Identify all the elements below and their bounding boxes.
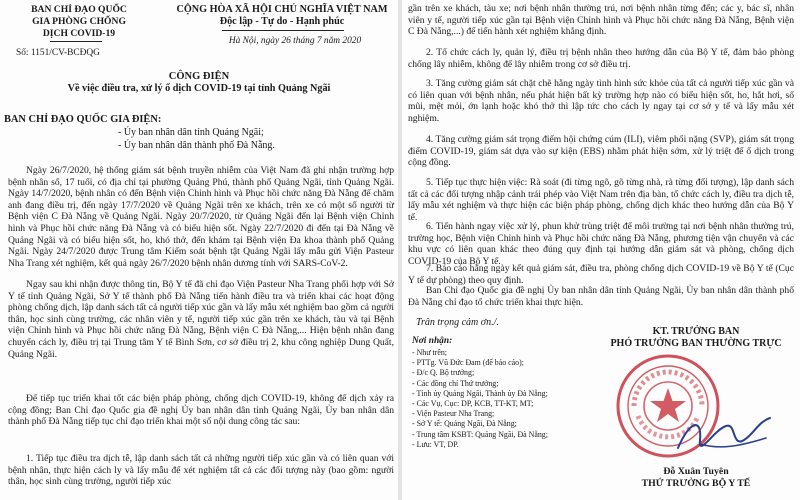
- recipient-item: - PTTg. Vũ Đức Đam (để báo cáo);: [412, 358, 524, 368]
- paragraph-response: Ngay sau khi nhận được thông tin, Bộ Y tế đã chỉ đạo Viện Pasteur Nha Trang phối hợp với Sở Y tế tỉnh Quảng Ngãi, Sở Y tế thành phố Đà Nẵng tiến hành điều tra và triển khai các hoạt động phòng chống dịch, lập danh sách tất cả người tiếp xúc gần và lấy mẫu xét nghiệm bao gồm cả người thân, học sinh cùng trường, các nhân viên y tế, người tiếp xúc gần trên xe khách, tàu và tại Bệnh viện Chỉnh hình và Phục hồi chức năng Đà Nẵng, Bệnh viện C Đà Nẵng,... Hiện bệnh nhân đang chuyển cách ly, điều trị tại Trung tâm Y tế Bình Sơn, cơ sở điều trị 2, khu công nghiệp Dung Quất, Quảng Ngãi.: [8, 279, 394, 360]
- addressee-da-nang: - Ủy ban nhân dân thành phố Đà Nẵng.: [118, 140, 275, 151]
- org-line-3: DỊCH COVID-19: [42, 28, 116, 39]
- signatory-title-line-2: PHÓ TRƯỞNG BAN THƯỜNG TRỰC: [610, 338, 782, 349]
- signatory-name: [598, 466, 794, 490]
- issue-date: Hà Nội, ngày 26 tháng 7 năm 2020: [228, 36, 362, 46]
- national-header: [168, 4, 396, 28]
- paragraph-closing-request: Ban Chỉ đạo Quốc gia đề nghị Ủy ban nhân dân tỉnh Quảng Ngãi, Ủy ban nhân dân thành phố Đà Nẵng chỉ đạo tổ chức triển khai thực hiện.: [408, 285, 794, 308]
- recipient-item: - Các Vụ, Cục: DP, KCB, TT-KT, MT;: [412, 399, 534, 409]
- recipient-item: - Tỉnh ủy Quảng Ngãi, Thành ủy Đà Nẵng;: [412, 388, 548, 398]
- signatory-position-line: THỨ TRƯỞNG BỘ Y TẾ: [641, 478, 751, 489]
- recipient-item: - Sở Y tế: Quảng Ngãi, Đà Nẵng;: [412, 419, 517, 429]
- recipients-list: [412, 348, 562, 450]
- addressee-heading: BAN CHỈ ĐẠO QUỐC GIA ĐIỆN:: [4, 114, 162, 125]
- org-line-2: GIA PHÒNG CHỐNG: [32, 16, 126, 27]
- addressee-quang-ngai: - Ủy ban nhân dân tỉnh Quảng Ngãi;: [118, 127, 264, 138]
- issuing-organization: [4, 4, 154, 40]
- document-type: CÔNG ĐIỆN: [168, 71, 230, 82]
- signatory-name-line: Đỗ Xuân Tuyên: [663, 466, 729, 477]
- nation-motto: Độc lập - Tự do - Hạnh phúc: [219, 16, 345, 27]
- paragraph-item-1: 1. Tiếp tục điều tra dịch tễ, lập danh sách tất cả những người tiếp xúc gần và có liên quan với bệnh nhân, thực hiện cách ly và lấy mẫu để xét nghiệm tất cả các đối tượng này (bao gồm: người thân, học sinh cùng trường, người tiếp xúc: [8, 453, 394, 488]
- motto-underline: [222, 30, 344, 31]
- recipient-item: - Trung tâm KSBT: Quảng Ngãi, Đà Nẵng;: [412, 429, 548, 439]
- document-page-1: [0, 0, 398, 500]
- paragraph-case-report: Ngày 26/7/2020, hệ thống giám sát bệnh truyền nhiễm của Việt Nam đã ghi nhận trường hợp bệnh nhân số, 17 tuổi, có địa chỉ tại phường Quảng Phú, thành phố Quảng Ngãi, tỉnh Quảng Ngãi. Ngày 14/7/2020, bệnh nhân có đến Bệnh viện Chỉnh hình và Phục hồi chức năng Đà Nẵng để chăm anh đang điều trị, đến ngày 17/7/2020 về Quảng Ngãi trên xe khách, trên xe có một số người từ Bệnh viện C Đà Nẵng về Quảng Ngãi. Ngày 20/7/2020, từ Quảng Ngãi đến lại Bệnh viện Chỉnh hình và Phục hồi chức năng Đà Nẵng và có biểu hiện sốt. Ngày 22/7/2020 đi đến tại Đà Nẵng về Quảng Ngãi và có biểu hiện sốt, ho, khó thở, đến khám tại Bệnh viện Đa khoa thành phố Quảng Ngãi. Ngày 24/7/2020 được Trung tâm Kiểm soát bệnh tật Quảng Ngãi lấy mẫu gửi Viện Pasteur Nha Trang xét nghiệm, kết quả ngày 26/7/2020 bệnh nhân dương tính với SARS-CoV-2.: [8, 165, 394, 269]
- org-underline: [50, 41, 102, 42]
- handwritten-signature-image: [670, 400, 780, 470]
- recipients-heading: Nơi nhận:: [412, 336, 453, 346]
- document-subject: Về việc điều tra, xử lý ổ dịch COVID-19 tại tỉnh Quảng Ngãi: [67, 83, 331, 94]
- signatory-title: [598, 326, 794, 350]
- org-line-1: BAN CHỈ ĐẠO QUỐC: [31, 4, 127, 15]
- recipient-item: - Đ/c Q. Bộ trưởng;: [412, 368, 475, 378]
- nation-name: CỘNG HÒA XÃ HỘI CHỦ NGHĨA VIỆT NAM: [176, 4, 388, 15]
- paragraph-item-4: 4. Tăng cường giám sát trọng điểm hội chứng cúm (ILI), viêm phổi nặng (SVP), giám sát trọng điểm COVID-19, giám sát dựa vào sự kiện (EBS) nhằm phát hiện sớm, xử lý triệt để ổ dịch trong cộng đồng.: [408, 134, 794, 169]
- document-number: Số: 1151/CV-BCĐQG: [16, 48, 100, 58]
- paragraph-item-3: 3. Tăng cường giám sát chặt chẽ hằng ngày tình hình sức khỏe của tất cả người tiếp xúc gần và có liên quan với bệnh nhân, nếu phát hiện bất kỳ trường hợp nào có biểu hiện sốt, ho, hắt hơi, sổ mũi, mệt mỏi, ớn lạnh hoặc khó thở thì lập tức cho cách ly ngay tại cơ sở y tế và lấy mẫu xét nghiệm.: [408, 78, 794, 124]
- recipient-item: - Như trên;: [412, 348, 447, 357]
- paragraph-item-7: 7. Báo cáo hằng ngày kết quả giám sát, điều tra, phòng chống dịch COVID-19 về Bộ Y tế (Cục Y tế dự phòng) theo quy định.: [408, 263, 794, 286]
- paragraph-item-1-cont: gần trên xe khách, tàu xe; nơi bệnh nhân thường trú, nơi bệnh nhân từng đến; các y, bác sĩ, nhân viên y tế, người tiếp xúc gần tại Bệnh viện Chỉnh hình và Phục hồi chức năng Đà Nẵng, Bệnh viện C Đà Nẵng,...) để tiến hành xét nghiệm khẳng định.: [408, 3, 794, 38]
- signatory-title-line-1: KT. TRƯỞNG BAN: [652, 326, 740, 337]
- paragraph-item-5: 5. Tiếp tục thực hiện việc: Rà soát (đi từng ngõ, gõ từng nhà, rà từng đối tượng), lập danh sách tất cả các đối tượng nhập cảnh trái phép vào Việt Nam trên địa bàn, tổ chức cách ly, điều tra dịch tễ, lấy mẫu xét nghiệm và thực hiện các biện pháp phòng, chống dịch khác theo hướng dẫn của Bộ Y tế.: [408, 177, 794, 223]
- regards-line: Trân trọng cảm ơn./.: [416, 317, 499, 328]
- recipient-item: - Các đồng chí Thứ trưởng;: [412, 378, 499, 388]
- recipient-item: - Lưu: VT, DP.: [412, 439, 459, 449]
- recipient-item: - Viện Pasteur Nha Trang;: [412, 409, 495, 419]
- document-page-2: [402, 0, 800, 500]
- paragraph-item-6: 6. Tiến hành ngay việc xử lý, phun khử trùng triệt để môi trường tại nơi bệnh nhân thường trú, trường học, Bệnh viện Chỉnh hình và Phục hồi chức năng Đà Nẵng, phương tiện vận chuyển và các khu vực có liên quan khác theo đúng quy định tại hướng dẫn giám sát và phòng, chống dịch COVID-19 của Bộ Y tế.: [408, 221, 794, 267]
- paragraph-item-2: 2. Tổ chức cách ly, quản lý, điều trị bệnh nhân theo hướng dẫn của Bộ Y tế, đảm bảo phòng chống lây nhiễm, không để lây nhiễm trong cơ sở điều trị.: [408, 47, 794, 70]
- paragraph-directive-intro: Để tiếp tục triển khai tốt các biện pháp phòng, chống dịch COVID-19, không để dịch xảy ra cộng đồng; Ban Chỉ đạo Quốc gia đề nghị Ủy ban nhân dân tỉnh Quảng Ngãi, Ủy ban nhân dân thành phố Đà Nẵng tiếp tục chỉ đạo triển khai một số nội dung công tác sau:: [8, 393, 394, 428]
